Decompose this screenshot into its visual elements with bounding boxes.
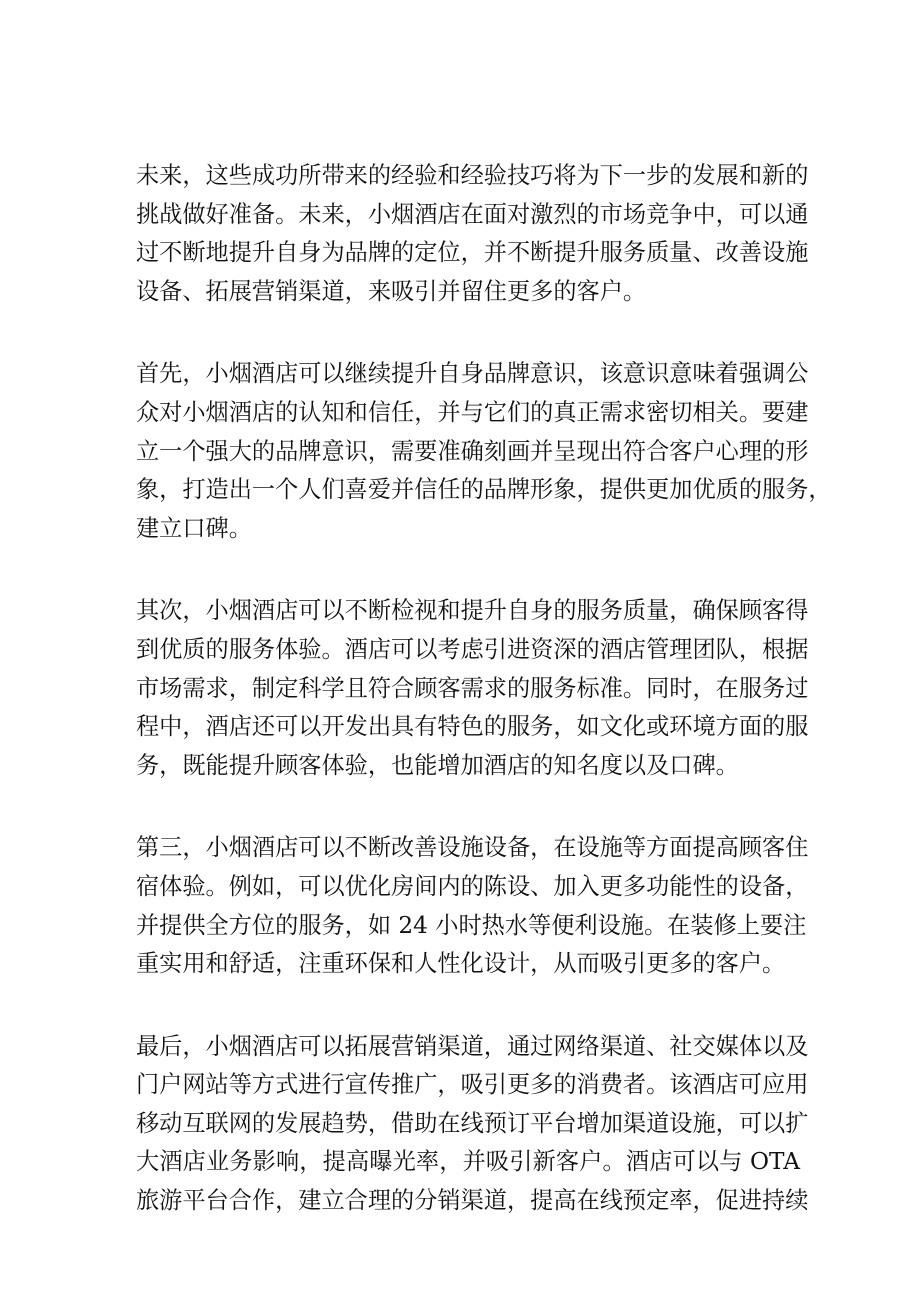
text-line: 挑战做好准备。未来，小烟酒店在面对激烈的市场竞争中，可以通: [136, 200, 809, 228]
text-line: 务，既能提升顾客体验，也能增加酒店的知名度以及口碑。: [136, 751, 739, 779]
text-line: 设备、拓展营销渠道，来吸引并留住更多的客户。: [136, 277, 647, 305]
text-line: 并提供全方位的服务，如 24 小时热水等便利设施。在装修上要注: [136, 911, 807, 939]
paragraph-marketing: [136, 1028, 809, 1221]
document-body: [136, 157, 832, 1265]
text-line: 最后，小烟酒店可以拓展营销渠道，通过网络渠道、社交媒体以及: [136, 1032, 809, 1060]
text-line: 移动互联网的发展趋势，借助在线预订平台增加渠道设施，可以扩: [136, 1109, 809, 1137]
text-line: 程中，酒店还可以开发出具有特色的服务，如文化或环境方面的服: [136, 713, 809, 741]
text-line: 第三，小烟酒店可以不断改善设施设备，在设施等方面提高顾客住: [136, 834, 809, 862]
paragraph-service: [136, 592, 809, 785]
text-line: 重实用和舒适，注重环保和人性化设计，从而吸引更多的客户。: [136, 950, 786, 978]
text-line: 其次，小烟酒店可以不断检视和提升自身的服务质量，确保顾客得: [136, 597, 809, 625]
text-line: 未来，这些成功所带来的经验和经验技巧将为下一步的发展和新的: [136, 162, 809, 189]
text-line: 门户网站等方式进行宣传推广，吸引更多的消费者。该酒店可应用: [136, 1071, 809, 1099]
text-line: 旅游平台合作，建立合理的分销渠道，提高在线预定率，促进持续: [136, 1187, 809, 1215]
text-line: 过不断地提升自身为品牌的定位，并不断提升服务质量、改善设施: [136, 239, 809, 267]
paragraph-brand: [136, 355, 832, 548]
text-line: 市场需求，制定科学且符合顾客需求的服务标准。同时，在服务过: [136, 674, 809, 702]
text-line: 宿体验。例如，可以优化房间内的陈设、加入更多功能性的设备，: [136, 872, 809, 900]
text-line: 众对小烟酒店的认知和信任，并与它们的真正需求密切相关。要建: [136, 398, 809, 426]
paragraph-facilities: [136, 829, 809, 983]
text-line: 立一个强大的品牌意识，需要准确刻画并呈现出符合客户心理的形: [136, 437, 809, 465]
text-line: 大酒店业务影响，提高曝光率，并吸引新客户。酒店可以与 OTA: [136, 1148, 800, 1176]
paragraph-future: [136, 157, 809, 311]
text-line: 到优质的服务体验。酒店可以考虑引进资深的酒店管理团队，根据: [136, 635, 809, 663]
text-line: 首先，小烟酒店可以继续提升自身品牌意识，该意识意味着强调公: [136, 360, 809, 388]
text-line: 建立口碑。: [136, 514, 252, 542]
text-line: 象，打造出一个人们喜爱并信任的品牌形象，提供更加优质的服务，: [136, 476, 832, 504]
